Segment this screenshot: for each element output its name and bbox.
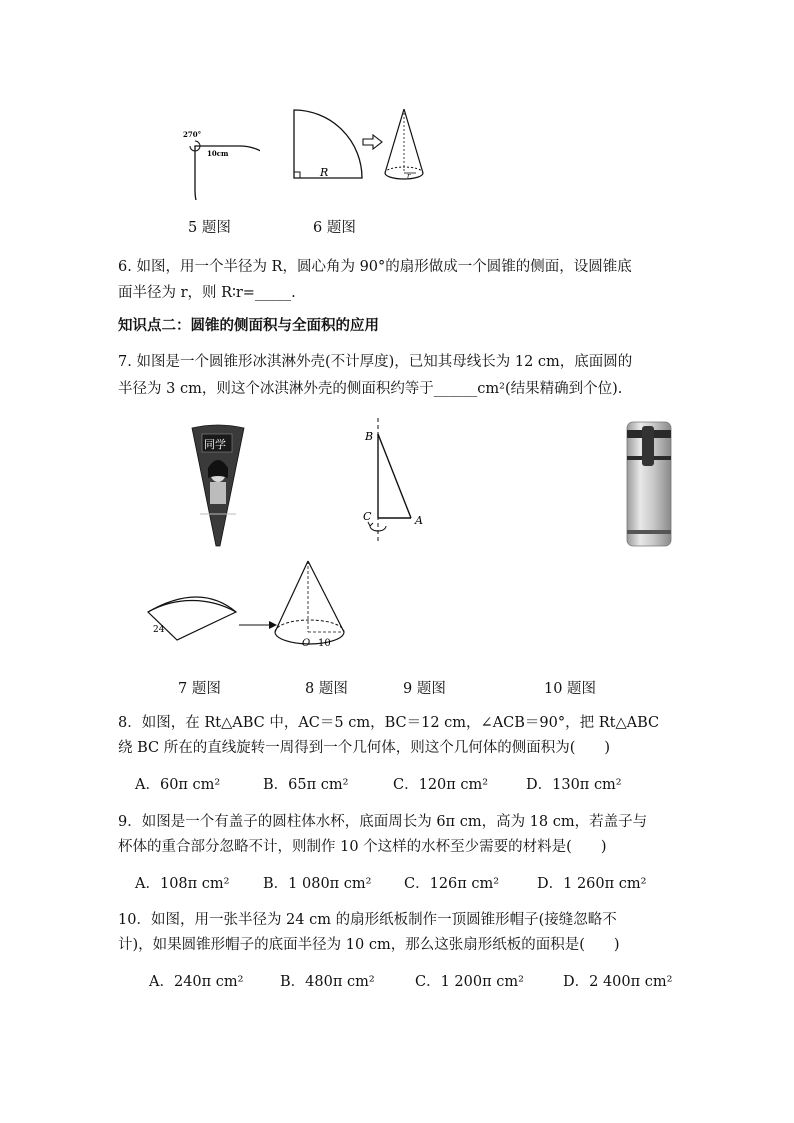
figure-10-sector xyxy=(142,584,242,644)
q9-option-d: D．1 260π cm² xyxy=(537,876,647,892)
fig6-radius-label: R xyxy=(320,166,329,179)
section-heading: 知识点二：圆锥的侧面积与全面积的应用 xyxy=(118,317,379,334)
fig10-label-10: 10 xyxy=(318,638,331,649)
q9-option-b: B．1 080π cm² xyxy=(263,876,372,892)
fig5-radius-label: 10cm xyxy=(207,149,229,158)
q9-line1: 9．如图是一个有盖子的圆柱体水杯，底面周长为 6π cm，高为 18 cm，若盖子与 xyxy=(118,814,648,830)
caption-fig7: 7 题图 xyxy=(178,681,221,697)
figure-6-sector xyxy=(288,106,368,182)
figure-9-cup xyxy=(624,418,674,550)
caption-fig6: 6 题图 xyxy=(313,220,356,236)
figure-10-cone xyxy=(272,558,352,654)
q6-line1: 6. 如图，用一个半径为 R，圆心角为 90°的扇形做成一个圆锥的侧面，设圆锥底 xyxy=(118,259,632,275)
fig8-label-c: C xyxy=(363,510,372,523)
q9-option-a: A．108π cm² xyxy=(135,876,230,892)
q8-option-b: B．65π cm² xyxy=(263,777,349,793)
q8-line1: 8．如图，在 Rt△ABC 中，AC＝5 cm，BC＝12 cm，∠ACB＝90°，把 Rt△ABC xyxy=(118,715,660,731)
q6-line2: 面半径为 r，则 R∶r=_____. xyxy=(118,285,296,301)
figure-8-triangle xyxy=(360,414,430,550)
fig7-wrapper-text: 同学 xyxy=(204,438,226,451)
q7-line2: 半径为 3 cm，则这个冰淇淋外壳的侧面积约等于______cm²(结果精确到个位). xyxy=(118,381,623,397)
fig8-label-b: B xyxy=(365,430,374,443)
caption-fig10: 10 题图 xyxy=(544,681,597,697)
q10-line2: 计)，如果圆锥形帽子的底面半径为 10 cm，那么这张扇形纸板的面积是( ) xyxy=(118,937,620,953)
fig10-label-24: 24 xyxy=(153,625,165,635)
q8-option-d: D．130π cm² xyxy=(526,777,622,793)
q10-option-a: A．240π cm² xyxy=(149,974,244,990)
q8-option-a: A．60π cm² xyxy=(135,777,221,793)
figure-7-ice-cream-cone xyxy=(190,422,246,548)
q8-option-c: C．120π cm² xyxy=(393,777,489,793)
q10-option-b: B．480π cm² xyxy=(280,974,375,990)
fig10-label-o: O xyxy=(302,638,311,649)
fig5-angle-label: 270° xyxy=(183,130,202,139)
fig6-base-label: r xyxy=(407,172,411,180)
caption-fig5: 5 题图 xyxy=(188,220,231,236)
q10-line1: 10．如图，用一张半径为 24 cm 的扇形纸板制作一顶圆锥形帽子(接缝忽略不 xyxy=(118,912,617,928)
q8-line2: 绕 BC 所在的直线旋转一周得到一个几何体，则这个几何体的侧面积为( ) xyxy=(118,740,611,756)
figure-6-cone xyxy=(380,106,430,186)
q10-option-c: C．1 200π cm² xyxy=(415,974,524,990)
fig8-label-a: A xyxy=(415,514,423,527)
q10-option-d: D．2 400π cm² xyxy=(563,974,673,990)
q7-line1: 7. 如图是一个圆锥形冰淇淋外壳(不计厚度)，已知其母线长为 12 cm，底面圆的 xyxy=(118,354,633,370)
caption-fig8: 8 题图 xyxy=(305,681,348,697)
q9-option-c: C．126π cm² xyxy=(404,876,500,892)
q9-line2: 杯体的重合部分忽略不计，则制作 10 个这样的水杯至少需要的材料是( ) xyxy=(118,839,607,855)
figure-5-sector xyxy=(150,104,260,200)
caption-fig9: 9 题图 xyxy=(403,681,446,697)
